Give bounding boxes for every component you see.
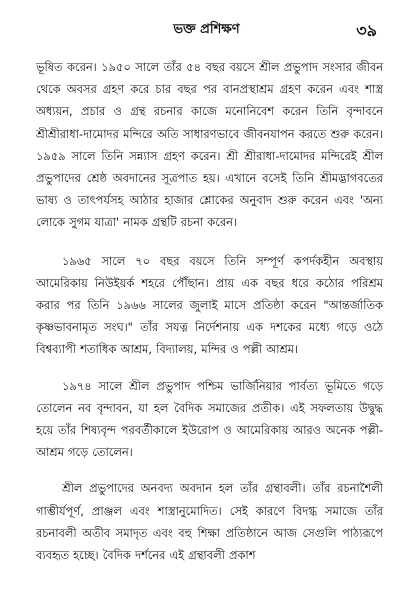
page-body <box>36 56 383 566</box>
paragraph-1: ভূষিত করেন। ১৯৫০ সালে তাঁর ৫৪ বছর বয়সে শ্রীল প্রভুপাদ সংসার জীবন থেকে অবসর গ্রহণ করে চার বছর পর বানপ্রস্থাশ্রম গ্রহণ করেন এবং শাস্ত্র অধ্যয়ন, প্রচার ও গ্রন্থ রচনার কাজে মনোনিবেশ করেন তিনি বৃন্দাবনে শ্রীশ্রীরাধা-দামোদর মন্দিরে অতি সাধারণভাবে জীবনযাপন করতে শুরু করেন। ১৯৫৯ সালে তিনি সন্ন্যাস গ্রহণ করেন। শ্রী শ্রীরাধা-দামোদর মন্দিরেই শ্রীল প্রভুপাদের শ্রেষ্ঠ অবদানের সূত্রপাত হয়। এখানে বসেই তিনি শ্রীমদ্ভাগবতের ভাষ্য ও তাৎপর্যসহ আঠার হাজার শ্লোকের অনুবাদ শুরু করেন এবং 'অন্য লোকে সুগম যাত্রা' নামক গ্রন্থটি রচনা করেন। <box>36 60 383 230</box>
page-number: ৩৯ <box>356 21 377 40</box>
page-header <box>0 18 413 40</box>
running-title: ভক্ত প্রশিক্ষণ <box>173 22 240 37</box>
paragraph-4: শ্রীল প্রভুপাদের অনবদ্য অবদান হল তাঁর গ্রন্থাবলী। তাঁর রচনাশৈলী গাম্ভীর্যপূর্ণ, প্রাঞ্জল এবং শাস্ত্রানুমোদিত। সেই কারণে বিদগ্ধ সমাজে তাঁর রচনাবলী অতীব সমাদৃত এবং বহু শিক্ষা প্রতিষ্ঠানে আজ সেগুলি পাঠ্যরূপে ব্যবহৃত হচ্ছে। বৈদিক দর্শনের এই গ্রন্থাবলী প্রকাশ <box>36 481 383 563</box>
paragraph-2: ১৯৬৫ সালে ৭০ বছর বয়সে তিনি সম্পূর্ণ কপর্দকহীন অবস্থায় আমেরিকায় নিউইয়র্ক শহরে পৌঁছান। প্রায় এক বছর ধরে কঠোর পরিশ্রম করার পর তিনি ১৯৬৬ সালের জুলাই মাসে প্রতিষ্ঠা করেন "আন্তর্জাতিক কৃষ্ণভাবনামৃত সংঘ।" তাঁর সযত্ন নির্দেশনায় এক দশকের মধ্যে গড়ে ওঠে বিশ্বব্যাপী শতাধিক আশ্রম, বিদ্যালয়, মন্দির ও পল্লী আশ্রম। <box>36 253 383 357</box>
paragraph-3: ১৯৭৪ সালে শ্রীল প্রভুপাদ পশ্চিম ভার্জিনিয়ার পার্বত্য ভূমিতে গড়ে তোলেন নব বৃন্দাবন, যা হল বৈদিক সমাজের প্রতীক। এই সফলতায় উদ্বুদ্ধ হয়ে তাঁর শিষ্যবৃন্দ পরবর্তীকালে ইউরোপ ও আমেরিকায় আরও অনেক পল্লী-আশ্রম গড়ে তোলেন। <box>36 378 383 460</box>
